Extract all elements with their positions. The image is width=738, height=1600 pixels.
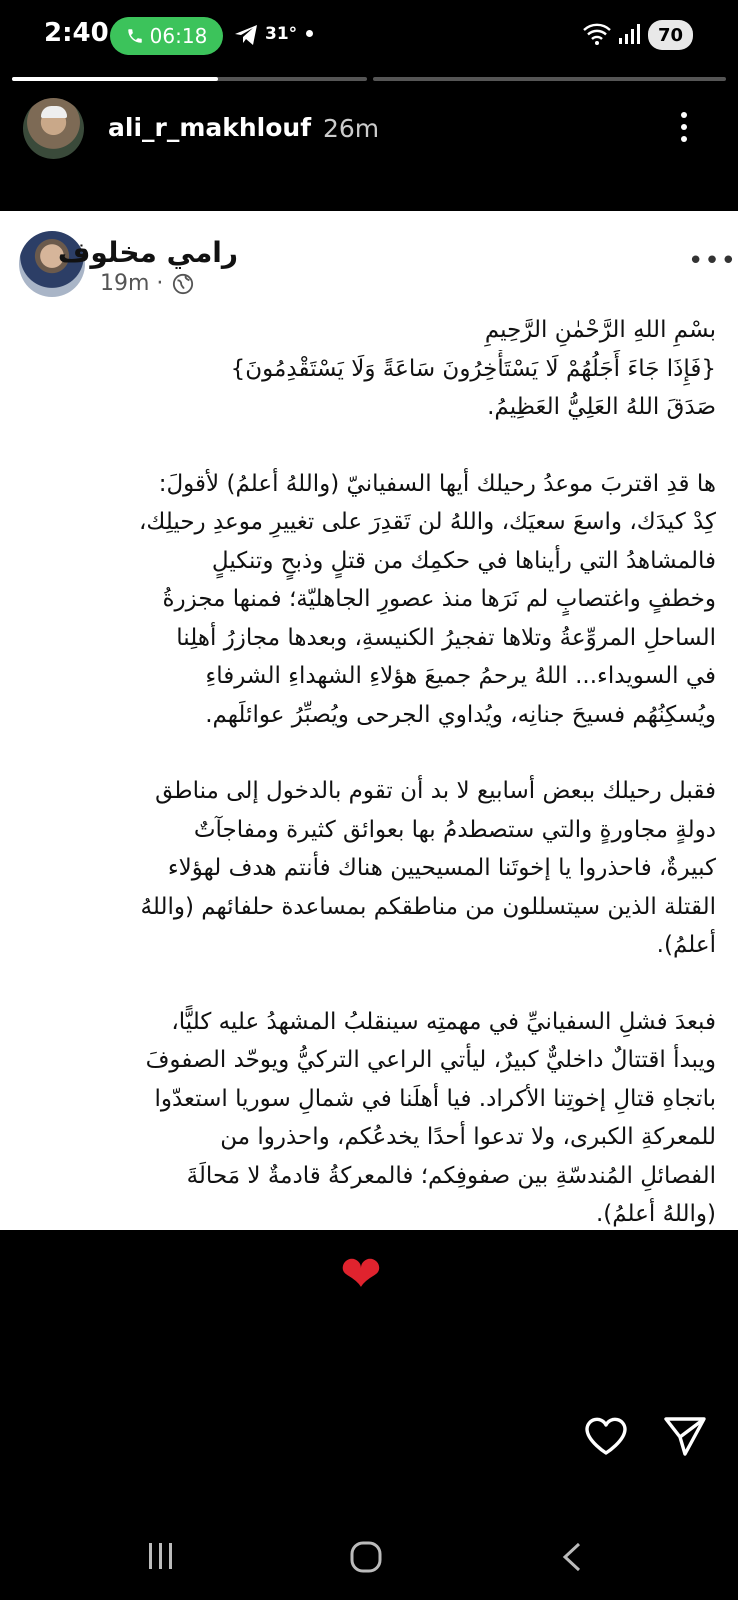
story-age: 26m bbox=[323, 114, 380, 143]
post-line: دولةٍ مجاورةٍ والتي ستصطدمُ بها بعوائق كثيرة ومفاجآتٌ bbox=[193, 816, 716, 843]
temperature: 31° bbox=[265, 24, 298, 44]
send-icon[interactable] bbox=[663, 1415, 707, 1457]
story-progress-1 bbox=[12, 77, 367, 81]
post-line: في السويداء... اللهُ يرحمُ جميعَ هؤلاءِ الشهداءِ الشرفاءِ bbox=[205, 663, 716, 689]
more-options-icon[interactable] bbox=[681, 112, 689, 148]
shared-post-card bbox=[0, 211, 738, 1230]
ongoing-call-pill[interactable] bbox=[110, 17, 223, 55]
phone-icon bbox=[126, 27, 144, 45]
heart-emoji-icon: ❤ bbox=[340, 1245, 382, 1303]
post-line: بسْمِ اللهِ الرَّحْمٰنِ الرَّحِيمِ bbox=[484, 317, 716, 343]
post-line: ها قدِ اقتربَ موعدُ رحيلك أيها السفيانيّ (واللهُ أعلمُ) لأقولَ: bbox=[158, 470, 716, 497]
call-duration: 06:18 bbox=[149, 24, 208, 48]
post-line: كبيرةٌ، فاحذروا يا إخوتَنا المسيحيين هناك فأنتم هدف لهؤلاء bbox=[167, 855, 716, 881]
post-line: ويُسكِنُهُم فسيحَ جنانِه، ويُداوي الجرحى ويُصبِّرُ عوائلَهم. bbox=[205, 701, 716, 728]
status-bar bbox=[0, 0, 738, 70]
notification-dot bbox=[306, 30, 313, 37]
battery-indicator: 70 bbox=[648, 20, 693, 50]
post-line: فبعدَ فشلِ السفيانيِّ في مهمتِه سينقلبُ المشهدُ عليه كليًّا، bbox=[171, 1008, 716, 1035]
post-paragraph bbox=[22, 465, 716, 735]
story-progress-2 bbox=[373, 77, 726, 81]
signal-icon bbox=[617, 22, 641, 46]
post-line: كِدْ كيدَك، واسعَ سعيَك، واللهُ لن تَقدِرَ على تغييرِ موعدِ رحيلِك، bbox=[138, 509, 716, 535]
post-more-icon: ••• bbox=[688, 246, 738, 276]
story-username[interactable]: ali_r_makhlouf bbox=[108, 113, 312, 142]
back-icon[interactable] bbox=[560, 1541, 584, 1573]
post-line: ويبدأ اقتتالٌ داخليٌّ كبيرٌ، ليأتي الراعي التركيُّ ويوحّد الصفوفَ bbox=[145, 1047, 716, 1073]
post-line: {فَإِذَا جَاءَ أَجَلُهُمْ لَا يَسْتَأْخِرُونَ سَاعَةً وَلَا يَسْتَقْدِمُونَ} bbox=[230, 355, 716, 382]
post-line: فقبل رحيلك ببعض أسابيع لا بد أن تقوم بالدخول إلى مناطق bbox=[155, 778, 716, 804]
telegram-icon bbox=[234, 24, 258, 46]
heart-outline-icon[interactable] bbox=[583, 1415, 629, 1457]
poster-name: رامي مخلوف bbox=[57, 236, 238, 269]
post-line: للمعركةِ الكبرى، ولا تدعوا أحدًا يخدعُكم، واحذروا من bbox=[220, 1124, 716, 1150]
post-line: أعلمُ). bbox=[656, 932, 716, 958]
story-progress-fill bbox=[12, 77, 218, 81]
globe-icon bbox=[172, 273, 194, 295]
post-line: (واللهُ أعلمُ). bbox=[595, 1201, 716, 1227]
post-line: صَدَقَ اللهُ العَلِيُّ العَظِيمُ. bbox=[487, 394, 716, 420]
story-avatar[interactable] bbox=[23, 98, 84, 159]
post-line: وخطفٍ واغتصابٍ لم نَرَها منذ عصورِ الجاهليّة؛ فمنها مجزرةُ bbox=[162, 586, 716, 612]
home-icon[interactable] bbox=[349, 1540, 383, 1574]
post-line: الفصائلِ المُندسّةِ بين صفوفِكم؛ فالمعركةُ قادمةٌ لا مَحالَةَ bbox=[186, 1162, 716, 1189]
wifi-icon bbox=[582, 22, 612, 46]
post-paragraph bbox=[22, 772, 716, 965]
clock: 2:40 bbox=[44, 18, 109, 48]
post-paragraph bbox=[22, 311, 716, 427]
recent-apps-icon[interactable] bbox=[146, 1541, 176, 1571]
post-paragraph bbox=[22, 1003, 716, 1234]
post-time: 19m · bbox=[100, 271, 164, 296]
post-line: الساحلِ المروِّعةُ وتلاها تفجيرُ الكنيسةِ، وبعدها مجازرُ أهلِنا bbox=[176, 624, 716, 651]
post-line: باتجاهِ قتالِ إخوتِنا الأكراد. فيا أهلَنا في شمالِ سوريا استعدّوا bbox=[154, 1085, 716, 1112]
post-body bbox=[22, 311, 716, 1272]
post-line: القتلة الذين سيتسللون من مناطقكم بمساعدة حلفائهم (واللهُ bbox=[140, 893, 716, 920]
post-line: فالمشاهدُ التي رأيناها في حكمِك من قتلٍ وذبحٍ وتنكيلٍ bbox=[211, 547, 716, 574]
